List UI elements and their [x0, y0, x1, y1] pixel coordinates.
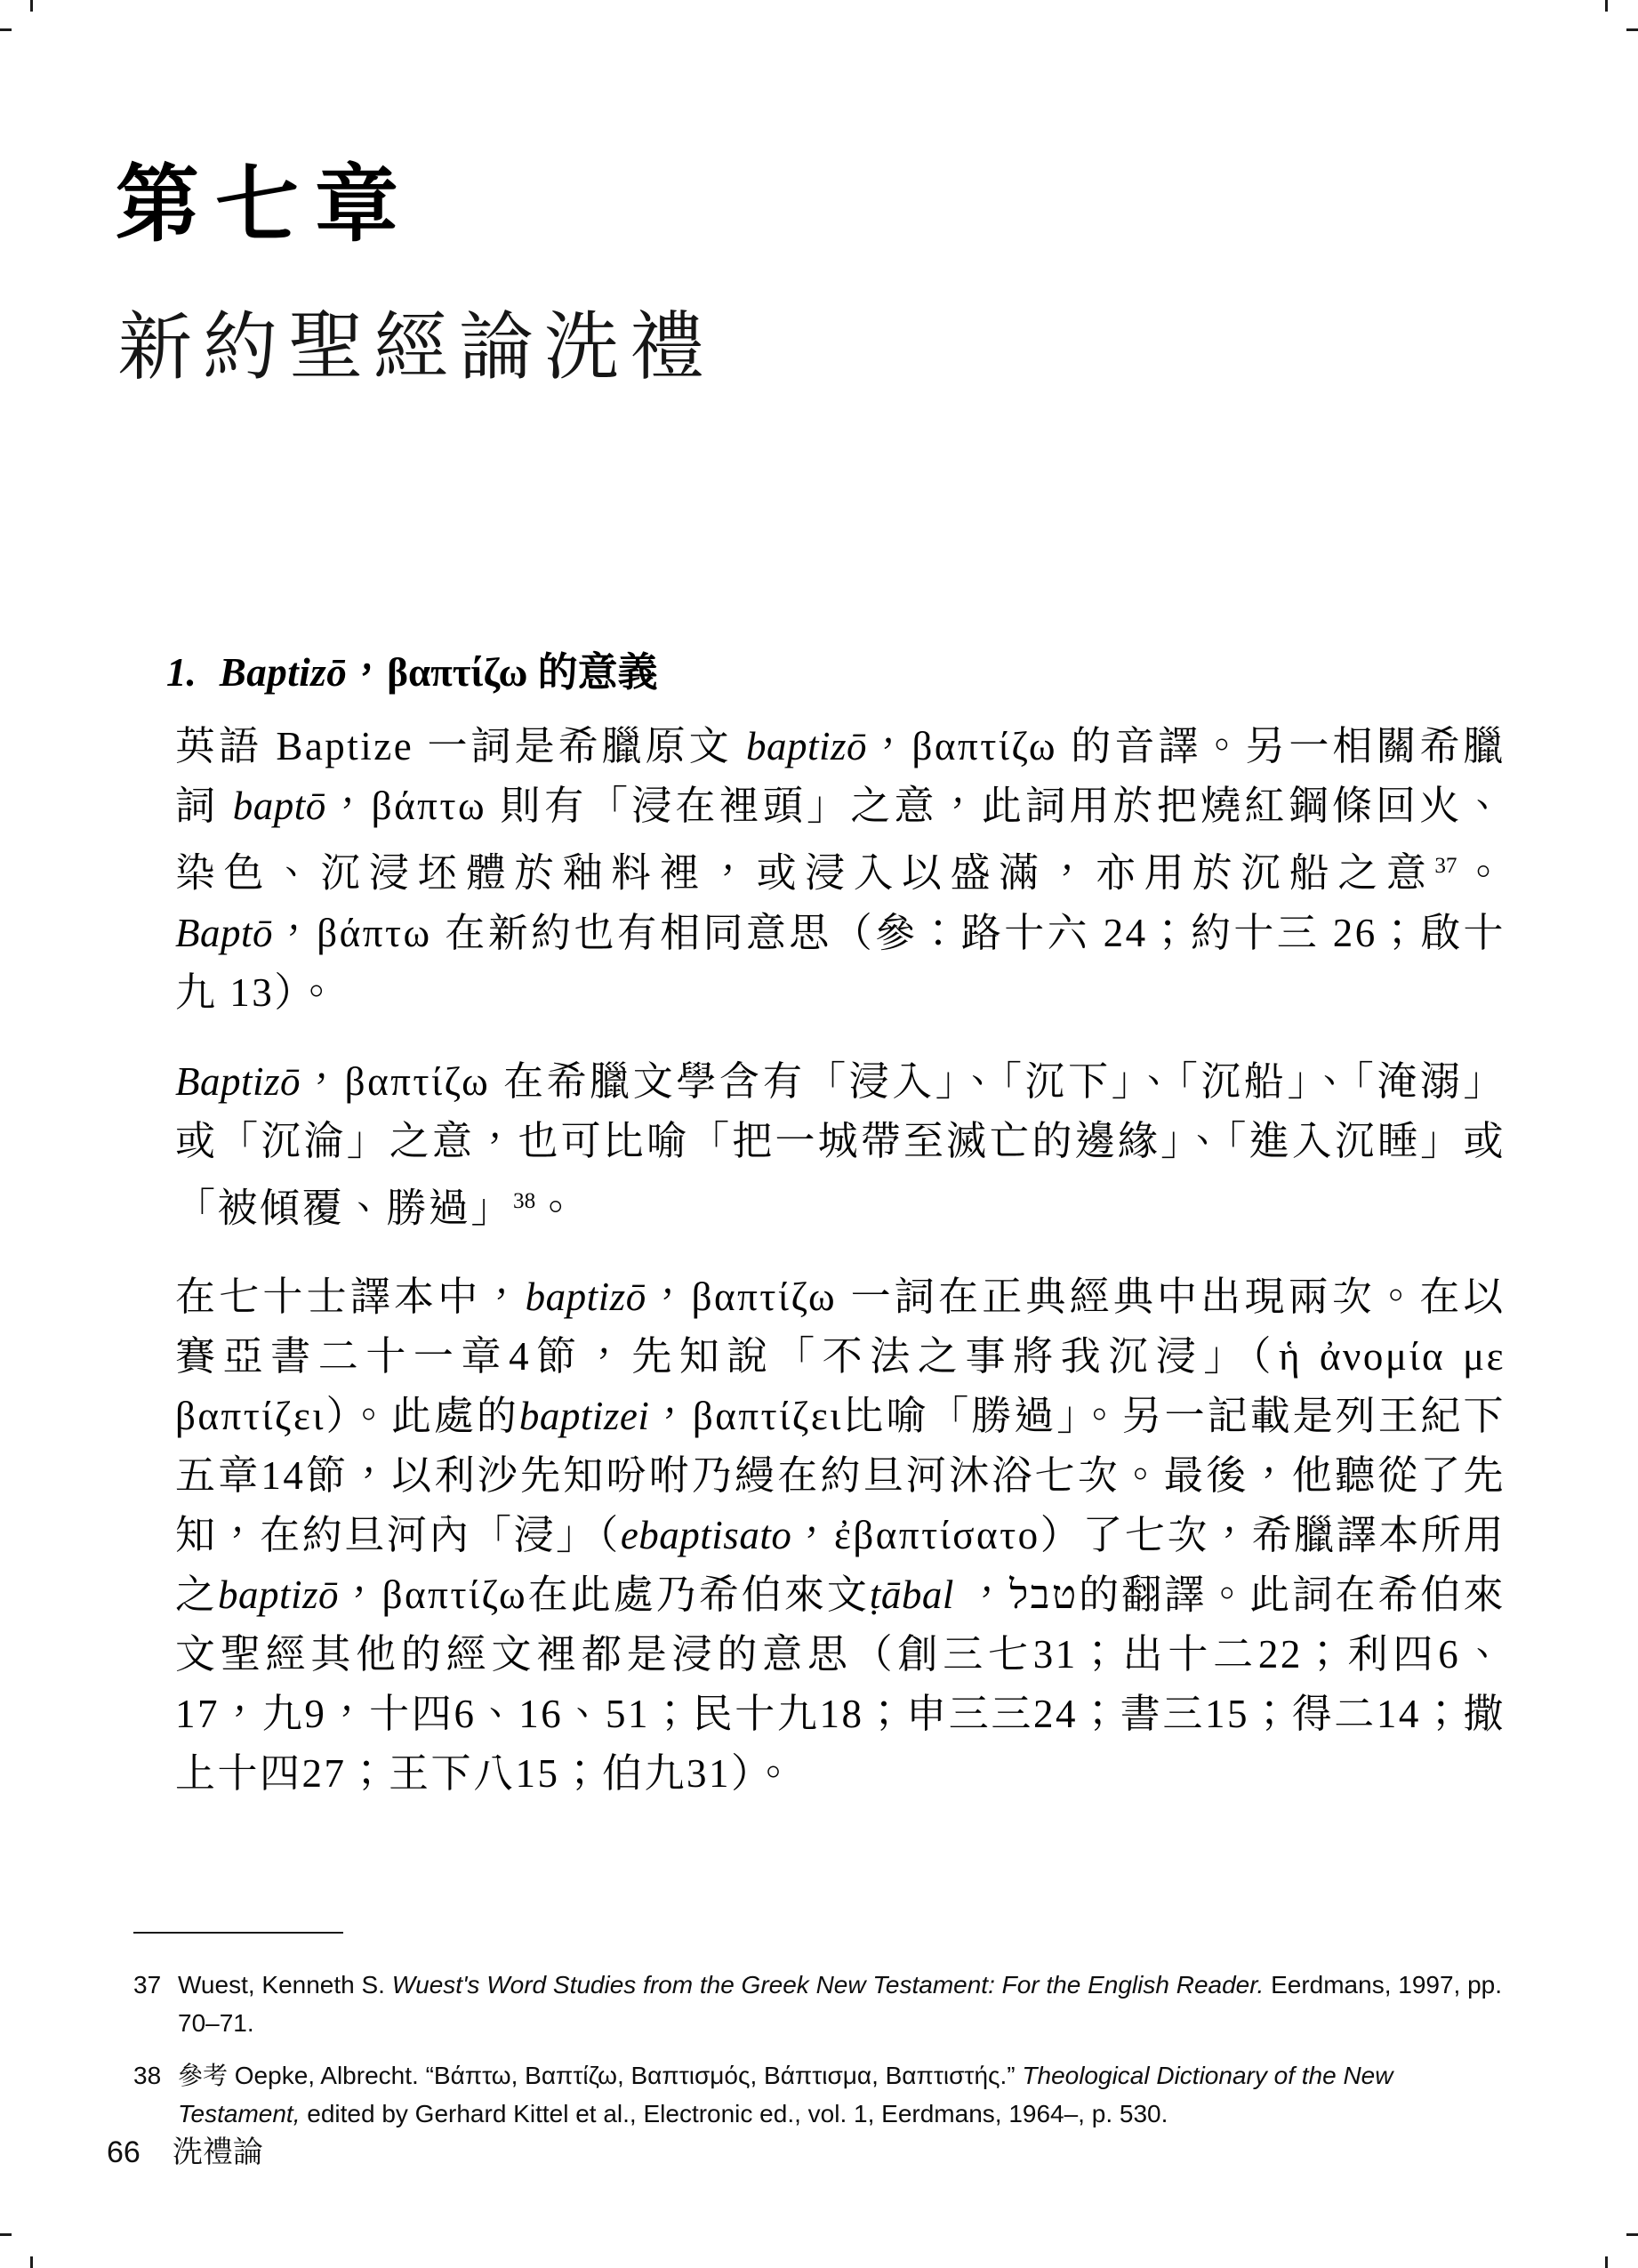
body-text	[175, 717, 1548, 1833]
crop-mark-bottom-right-vertical	[1605, 2256, 1608, 2268]
paragraph-2: Baptizō，βαπτίζω 在希臘文學含有「浸入」、「沉下」、「沉船」、「淹溺」或「沉淪」之意，也可比喻「把一城帶至滅亡的邊緣」、「進入沉睡」或「被傾覆、勝過」$^{38}$。	[175, 1058, 1506, 1231]
crop-mark-top-right-vertical	[1605, 0, 1608, 12]
footnote-separator-rule	[133, 1932, 343, 1934]
crop-mark-bottom-left-horizontal	[0, 2233, 12, 2236]
section-number: 1.	[166, 650, 197, 695]
footnote-38-number: 38	[133, 2062, 162, 2089]
paragraph-3: 在七十士譯本中，baptizō，βαπτίζω 一詞在正典經典中出現兩次。在以賽亞書二十一章4節，先知說「不法之事將我沉浸」（ἡ ἀνομία με βαπτίζει）。此處的baptizei，βαπτίζει比喻「勝過」。另一記載是列王紀下五章14節，以利沙先知吩咐乃縵在約旦河沐浴七次。最後，他聽從了先知，在約旦河內「浸」（ebaptisato，ἐβαπτίσατο）了七次，希臘譯本所用之baptizō，βαπτίζω在此處乃希伯來文ṭābal ，טבל的翻譯。此詞在希伯來文聖經其他的經文裡都是浸的意思（創三七31；出十二22；利四6、17，九9，十四6、16、51；民十九18；申三三24；書三15；得二14；撒上十四27；王下八15；伯九31）。	[175, 1275, 1506, 1797]
page-number: 66	[107, 2135, 141, 2169]
footnotes	[133, 1966, 1507, 2147]
footnote-37-number: 37	[133, 1971, 162, 1999]
footnote-38	[133, 2056, 1507, 2133]
footnote-37-text: Wuest, Kenneth S. Wuest's Word Studies from the Greek New Testament: For the English Reader. Eerdmans, 1997, pp. 70–71.	[178, 1971, 1503, 2037]
crop-mark-bottom-right-horizontal	[1626, 2233, 1638, 2236]
running-title: 洗禮論	[172, 2135, 263, 2169]
crop-mark-top-left-vertical	[30, 0, 33, 12]
crop-mark-top-right-horizontal	[1626, 28, 1638, 31]
footnote-37	[133, 1966, 1507, 2042]
footnote-38-text: 參考 Oepke, Albrecht. “Βάπτω, Βαπτίζω, Βαπτισμός, Βάπτισμα, Βαπτιστής.” Theological Dictionary of the New Testament, edited by Gerhard Kittel et al., Electronic ed., vol. 1, Eerdmans, 1964–, p. 530.	[178, 2062, 1393, 2127]
section-heading-text: Baptizō，βαπτίζω 的意義	[219, 650, 658, 695]
chapter-number: 第七章	[116, 157, 415, 251]
paragraph-1: 英語 Baptize 一詞是希臘原文 baptizō，βαπτίζω 的音譯。另一相關希臘詞 baptō，βάπτω 則有「浸在裡頭」之意，此詞用於把燒紅鋼條回火、染色、沉浸坯體於釉料裡，或浸入以盛滿，亦用於沉船之意$^{37}$。 Baptō，βάπτω 在新約也有相同意思（參：路十六 24；約十三 26；啟十九 13）。	[175, 724, 1548, 1015]
crop-mark-top-left-horizontal	[0, 28, 12, 31]
section-heading	[166, 647, 658, 697]
chapter-title: 新約聖經論洗禮	[117, 305, 716, 389]
crop-mark-bottom-left-vertical	[30, 2256, 33, 2268]
page-footer	[107, 2127, 263, 2171]
